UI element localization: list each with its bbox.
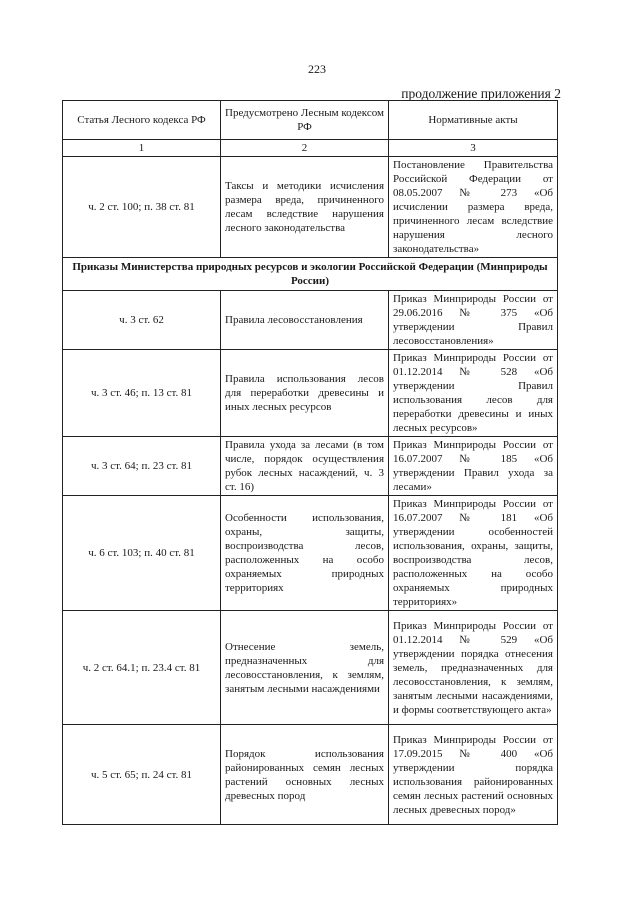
article-cell: ч. 3 ст. 62 — [63, 291, 221, 350]
header-provided: Предусмотрено Лесным кодексом РФ — [221, 101, 389, 140]
article-cell: ч. 2 ст. 64.1; п. 23.4 ст. 81 — [63, 611, 221, 725]
article-cell: ч. 3 ст. 46; п. 13 ст. 81 — [63, 350, 221, 437]
article-cell: ч. 6 ст. 103; п. 40 ст. 81 — [63, 496, 221, 611]
header-acts: Нормативные акты — [389, 101, 558, 140]
section-title: Приказы Министерства природных ресурсов и экологии Российской Федерации (Минприроды России) — [63, 258, 558, 291]
description-cell: Правила использования лесов для переработки древесины и иных лесных ресурсов — [221, 350, 389, 437]
act-cell: Приказ Минприроды России от 01.12.2014 № 528 «Об утверждении Правил использования лесов для переработки древесины и иных лесных ресурсов» — [389, 350, 558, 437]
act-cell: Приказ Минприроды России от 17.09.2015 № 400 «Об утверждении порядка использования районированных семян лесных растений основных лесных древесных пород» — [389, 725, 558, 825]
act-cell: Постановление Правительства Российской Федерации от 08.05.2007 № 273 «Об исчислении размера вреда, причиненного лесам вследствие нарушения лесного законодательства» — [389, 157, 558, 258]
table-row — [63, 437, 558, 496]
description-cell: Таксы и методики исчисления размера вреда, причиненного лесам вследствие нарушения лесного законодательства — [221, 157, 389, 258]
description-cell: Правила лесовосстановления — [221, 291, 389, 350]
table-row — [63, 291, 558, 350]
act-cell: Приказ Минприроды России от 16.07.2007 № 181 «Об утверждении особенностей использования, охраны, защиты, воспроизводства лесов, расположенных на особо охраняемых природных территориях» — [389, 496, 558, 611]
article-cell: ч. 3 ст. 64; п. 23 ст. 81 — [63, 437, 221, 496]
act-cell: Приказ Минприроды России от 29.06.2016 № 375 «Об утверждении Правил лесовосстановления» — [389, 291, 558, 350]
section-row — [63, 258, 558, 291]
table-row — [63, 157, 558, 258]
table-row — [63, 725, 558, 825]
article-cell: ч. 5 ст. 65; п. 24 ст. 81 — [63, 725, 221, 825]
description-cell: Особенности использования, охраны, защиты, воспроизводства лесов, расположенных на особо охраняемых природных территориях — [221, 496, 389, 611]
normative-acts-table — [62, 100, 558, 825]
table-header-row — [63, 101, 558, 140]
description-cell: Отнесение земель, предназначенных для лесовосстановления, к землям, занятым лесными насаждениями — [221, 611, 389, 725]
description-cell: Правила ухода за лесами (в том числе, порядок осуществления рубок лесных насаждений, ч. 3 ст. 16) — [221, 437, 389, 496]
description-cell: Порядок использования районированных семян лесных растений основных лесных древесных пород — [221, 725, 389, 825]
continuation-label: продолжение приложения 2 — [401, 86, 561, 101]
table-row — [63, 496, 558, 611]
table-row — [63, 611, 558, 725]
column-number: 1 — [63, 140, 221, 157]
article-cell: ч. 2 ст. 100; п. 38 ст. 81 — [63, 157, 221, 258]
page-number: 223 — [308, 62, 326, 76]
header-article: Статья Лесного кодекса РФ — [63, 101, 221, 140]
act-cell: Приказ Минприроды России от 16.07.2007 № 185 «Об утверждении Правил ухода за лесами» — [389, 437, 558, 496]
column-number: 3 — [389, 140, 558, 157]
column-number: 2 — [221, 140, 389, 157]
act-cell: Приказ Минприроды России от 01.12.2014 № 529 «Об утверждении порядка отнесения земель, предназначенных для лесовосстановления, к землям, занятым лесными насаждениями, и формы соответствующего акта» — [389, 611, 558, 725]
column-number-row — [63, 140, 558, 157]
table-row — [63, 350, 558, 437]
